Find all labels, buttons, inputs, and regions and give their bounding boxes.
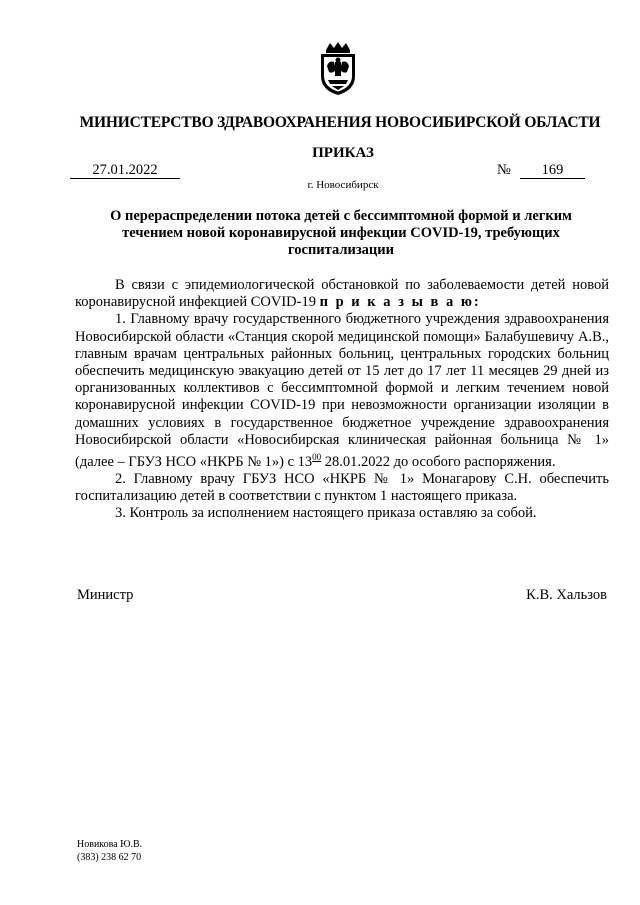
item-1-date: 28.01.2022 до особого распоряжения.	[324, 453, 556, 470]
time-hours: 13	[297, 453, 313, 470]
executor-name: Новикова Ю.В.	[77, 839, 143, 850]
order-word: п р и к а з ы в а ю:	[319, 294, 481, 311]
signer-position: Министр	[77, 587, 134, 603]
executor-phone: (383) 238 62 70	[77, 852, 142, 863]
item-1	[75, 311, 609, 471]
item-2: 2. Главному врачу ГБУЗ НСО «НКРБ № 1» Монагарову С.Н. обеспечить госпитализацию детей в соответствии с пунктом 1 настоящего приказа.	[75, 471, 609, 505]
signer-name: К.В. Хальзов	[526, 587, 607, 603]
executor-block	[77, 838, 142, 864]
intro-paragraph	[75, 277, 609, 311]
order-subject: О перераспределении потока детей с бессимптомной формой и легким течением новой коронавирусной инфекции COVID-19, требующих госпитализации	[110, 208, 572, 258]
item-1-text: 1. Главному врачу государственного бюджетного учреждения здравоохранения Новосибирской области «Станция скорой медицинской помощи» Балабушевичу А.В., главным врачам центральных районных больниц, центральных городских больниц обеспечить медицинскую эвакуацию детей от 15 лет до 17 лет 11 месяцев 29 дней из организованных коллективов с бессимптомной формой и легким течением новой коронавирусной инфекции COVID-19 при невозможности организации изоляции в домашних условиях в государственное бюджетное учреждение здравоохранения Новосибирской области «Новосибирская клиническая районная больница № 1» (далее – ГБУЗ НСО «НКРБ № 1») с	[75, 311, 609, 470]
ministry-title: МИНИСТЕРСТВО ЗДРАВООХРАНЕНИЯ НОВОСИБИРСКОЙ ОБЛАСТИ	[79, 114, 601, 131]
document-type: ПРИКАЗ	[312, 145, 374, 161]
city: г. Новосибирск	[307, 179, 379, 191]
order-date: 27.01.2022	[70, 162, 180, 179]
time-minutes: 00	[312, 452, 322, 463]
order-number: 169	[520, 162, 585, 179]
item-3: 3. Контроль за исполнением настоящего приказа оставляю за собой.	[115, 505, 537, 522]
intro-text: В связи с эпидемиологической обстановкой по заболеваемости детей новой коронавирусной инфекцией COVID-19	[75, 277, 609, 311]
order-body	[75, 277, 609, 523]
number-sign: №	[497, 162, 511, 178]
coat-of-arms-icon	[316, 40, 360, 96]
